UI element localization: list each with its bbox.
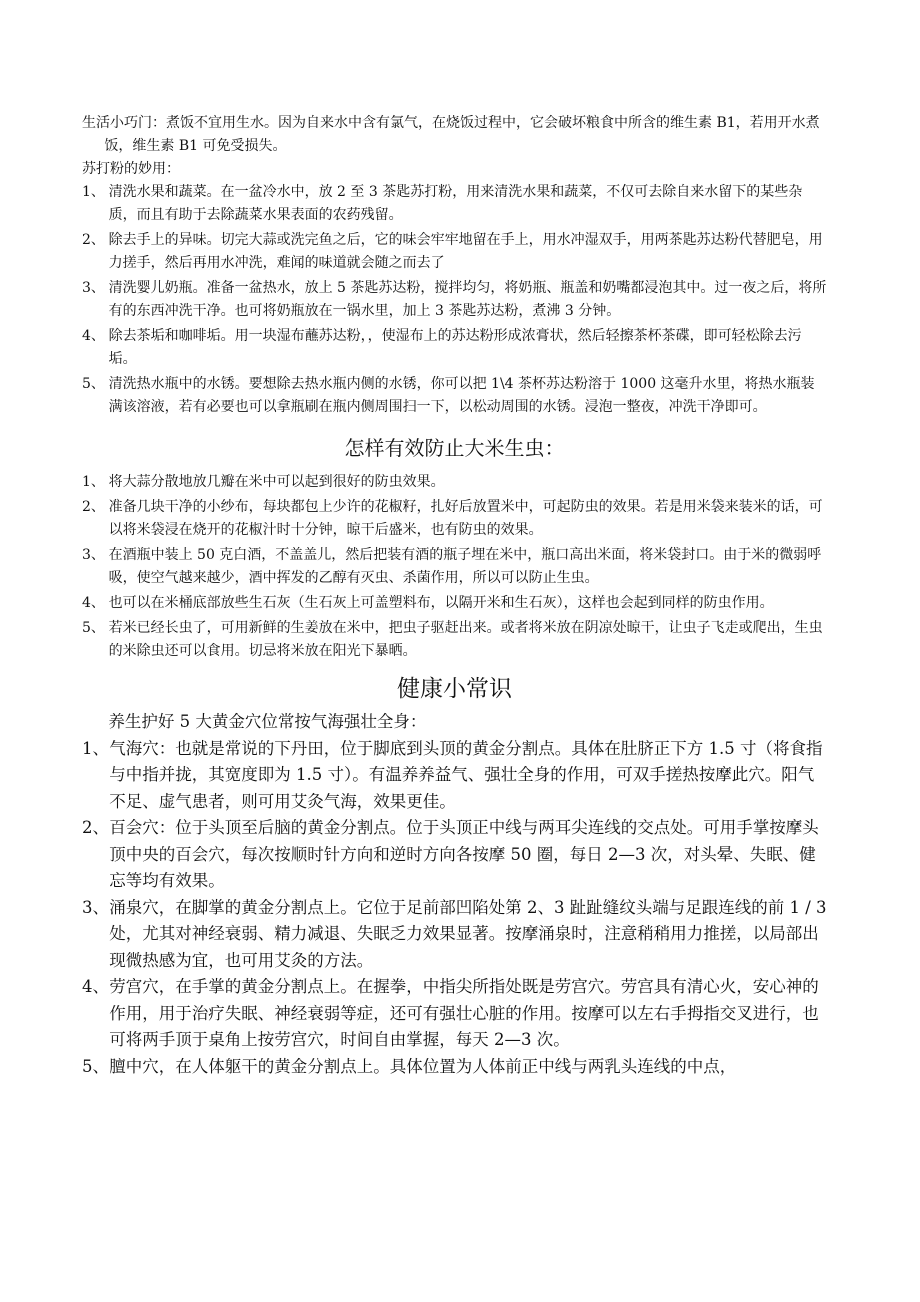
list-item bbox=[82, 544, 827, 590]
item-number: 2、 bbox=[82, 818, 109, 837]
list-item bbox=[82, 229, 827, 275]
health-section-title: 健康小常识 bbox=[397, 676, 512, 702]
list-item bbox=[82, 617, 827, 663]
item-number: 1、 bbox=[82, 184, 105, 200]
item-number: 2、 bbox=[82, 232, 105, 248]
item-number: 3、 bbox=[82, 547, 105, 563]
item-text: 气海穴：也就是常说的下丹田，位于脚底到头顶的黄金分割点。具体在肚脐正下方 1.5 寸（将食指与中指并拢，其宽度即为 1.5 寸）。有温养养益气、强壮全身的作用，可双手搓热按摩此穴。阳气不足、虚气患者，则可用艾灸气海，效果更佳。 bbox=[109, 738, 823, 811]
list-item bbox=[82, 277, 827, 323]
item-text: 清洗热水瓶中的水锈。要想除去热水瓶内侧的水锈，你可以把 1\4 茶杯苏达粉溶于 1000 这毫升水里，将热水瓶装满该溶液，若有必要也可以拿瓶刷在瓶内侧周围扫一下，以松动周围的水锈。浸泡一整夜，冲洗干净即可。 bbox=[108, 376, 815, 415]
document-body bbox=[82, 112, 827, 1080]
item-number: 4、 bbox=[82, 977, 109, 996]
list-item bbox=[82, 181, 827, 227]
acupoint-list bbox=[82, 736, 827, 1081]
list-item bbox=[82, 815, 827, 895]
item-text: 若米已经长虫了，可用新鲜的生姜放在米中，把虫子驱赶出来。或者将米放在阴凉处晾干，让虫子飞走或爬出，生虫的米除虫还可以食用。切忌将米放在阳光下暴晒。 bbox=[108, 620, 823, 659]
soda-list bbox=[82, 181, 827, 419]
item-number: 1、 bbox=[82, 738, 109, 758]
list-item bbox=[82, 496, 827, 542]
list-item bbox=[82, 325, 827, 371]
item-number: 5、 bbox=[82, 1056, 109, 1076]
rice-list bbox=[82, 471, 827, 663]
item-number: 4、 bbox=[82, 595, 105, 611]
tips-section bbox=[82, 112, 827, 419]
item-text: 劳宫穴，在手掌的黄金分割点上。在握拳，中指尖所指处既是劳宫穴。劳宫具有清心火，安心神的作用，用于治疗失眠、神经衰弱等症，还可有强壮心脏的作用。按摩可以左右手拇指交叉进行，也可将两手顶于桌角上按劳宫穴，时间自由掌握，每天 2—3 次。 bbox=[109, 977, 819, 1049]
item-text: 将大蒜分散地放几瓣在米中可以起到很好的防虫效果。 bbox=[108, 474, 445, 490]
item-number: 5、 bbox=[82, 620, 105, 636]
list-item bbox=[82, 592, 827, 615]
health-section bbox=[82, 673, 827, 1080]
health-intro: 养生护好 5 大黄金穴位常按气海强壮全身： bbox=[108, 712, 427, 731]
item-text: 也可以在米桶底部放些生石灰（生石灰上可盖塑料布，以隔开米和生石灰），这样也会起到同样的防虫作用。 bbox=[108, 595, 774, 611]
item-number: 3、 bbox=[82, 280, 105, 296]
item-text: 清洗水果和蔬菜。在一盆冷水中，放 2 至 3 茶匙苏打粉，用来清洗水果和蔬菜，不仅可去除自来水留下的某些杂质，而且有助于去除蔬菜水果表面的农药残留。 bbox=[108, 184, 803, 223]
list-item bbox=[82, 373, 827, 419]
item-number: 3、 bbox=[82, 897, 109, 917]
list-item bbox=[82, 736, 827, 816]
item-text: 百会穴：位于头顶至后脑的黄金分割点。位于头顶正中线与两耳尖连线的交点处。可用手掌按摩头顶中央的百会穴，每次按顺时针方向和逆时方向各按摩 50 圈，每日 2—3 次，对头晕、失眠、健忘等均有效果。 bbox=[109, 818, 819, 890]
list-item bbox=[82, 471, 827, 494]
item-text: 除去茶垢和咖啡垢。用一块湿布蘸苏达粉，，使湿布上的苏达粉形成浓膏状，然后轻擦茶杯茶碟，即可轻松除去污垢。 bbox=[108, 328, 802, 367]
item-text: 准备几块干净的小纱布，每块都包上少许的花椒籽，扎好后放置米中，可起防虫的效果。若是用米袋来装米的话，可以将米袋浸在烧开的花椒汁时十分钟，晾干后盛米，也有防虫的效果。 bbox=[108, 499, 823, 538]
rice-section-title: 怎样有效防止大米生虫： bbox=[344, 436, 565, 460]
item-number: 2、 bbox=[82, 499, 105, 515]
cooking-tip-paragraph: 生活小巧门：煮饭不宜用生水。因为自来水中含有氯气，在烧饭过程中，它会破坏粮食中所含的维生素 B1，若用开水煮饭，维生素 B1 可免受损失。 bbox=[82, 115, 820, 154]
item-text: 涌泉穴，在脚掌的黄金分割点上。它位于足前部凹陷处第 2、3 趾趾缝纹头端与足跟连线的前 1 / 3 处，尤其对神经衰弱、精力减退、失眠乏力效果显著。按摩涌泉时，注意稍稍用力推搓，以局部出现微热感为宜，也可用艾灸的方法。 bbox=[109, 897, 827, 970]
list-item bbox=[82, 1054, 827, 1081]
list-item bbox=[82, 895, 827, 975]
rice-section bbox=[82, 433, 827, 663]
item-number: 4、 bbox=[82, 328, 105, 344]
item-number: 1、 bbox=[82, 474, 105, 490]
list-item bbox=[82, 974, 827, 1054]
soda-heading: 苏打粉的妙用： bbox=[82, 161, 180, 177]
item-text: 除去手上的异味。切完大蒜或洗完鱼之后，它的味会牢牢地留在手上，用水冲湿双手，用两茶匙苏达粉代替肥皂，用力搓手，然后再用水冲洗，难闻的味道就会随之而去了 bbox=[108, 232, 823, 271]
item-text: 在酒瓶中装上 50 克白酒，不盖盖儿，然后把装有酒的瓶子埋在米中，瓶口高出米面，将米袋封口。由于米的微弱呼吸，使空气越来越少，酒中挥发的乙醇有灭虫、杀菌作用，所以可以防止生虫。 bbox=[108, 547, 822, 586]
item-number: 5、 bbox=[82, 376, 105, 392]
item-text: 膻中穴，在人体躯干的黄金分割点上。具体位置为人体前正中线与两乳头连线的中点， bbox=[109, 1056, 737, 1076]
item-text: 清洗婴儿奶瓶。准备一盆热水，放上 5 茶匙苏达粉，搅拌均匀，将奶瓶、瓶盖和奶嘴都浸泡其中。过一夜之后，将所有的东西冲洗干净。也可将奶瓶放在一锅水里，加上 3 茶匙苏达粉，煮沸 3 分钟。 bbox=[108, 280, 827, 319]
